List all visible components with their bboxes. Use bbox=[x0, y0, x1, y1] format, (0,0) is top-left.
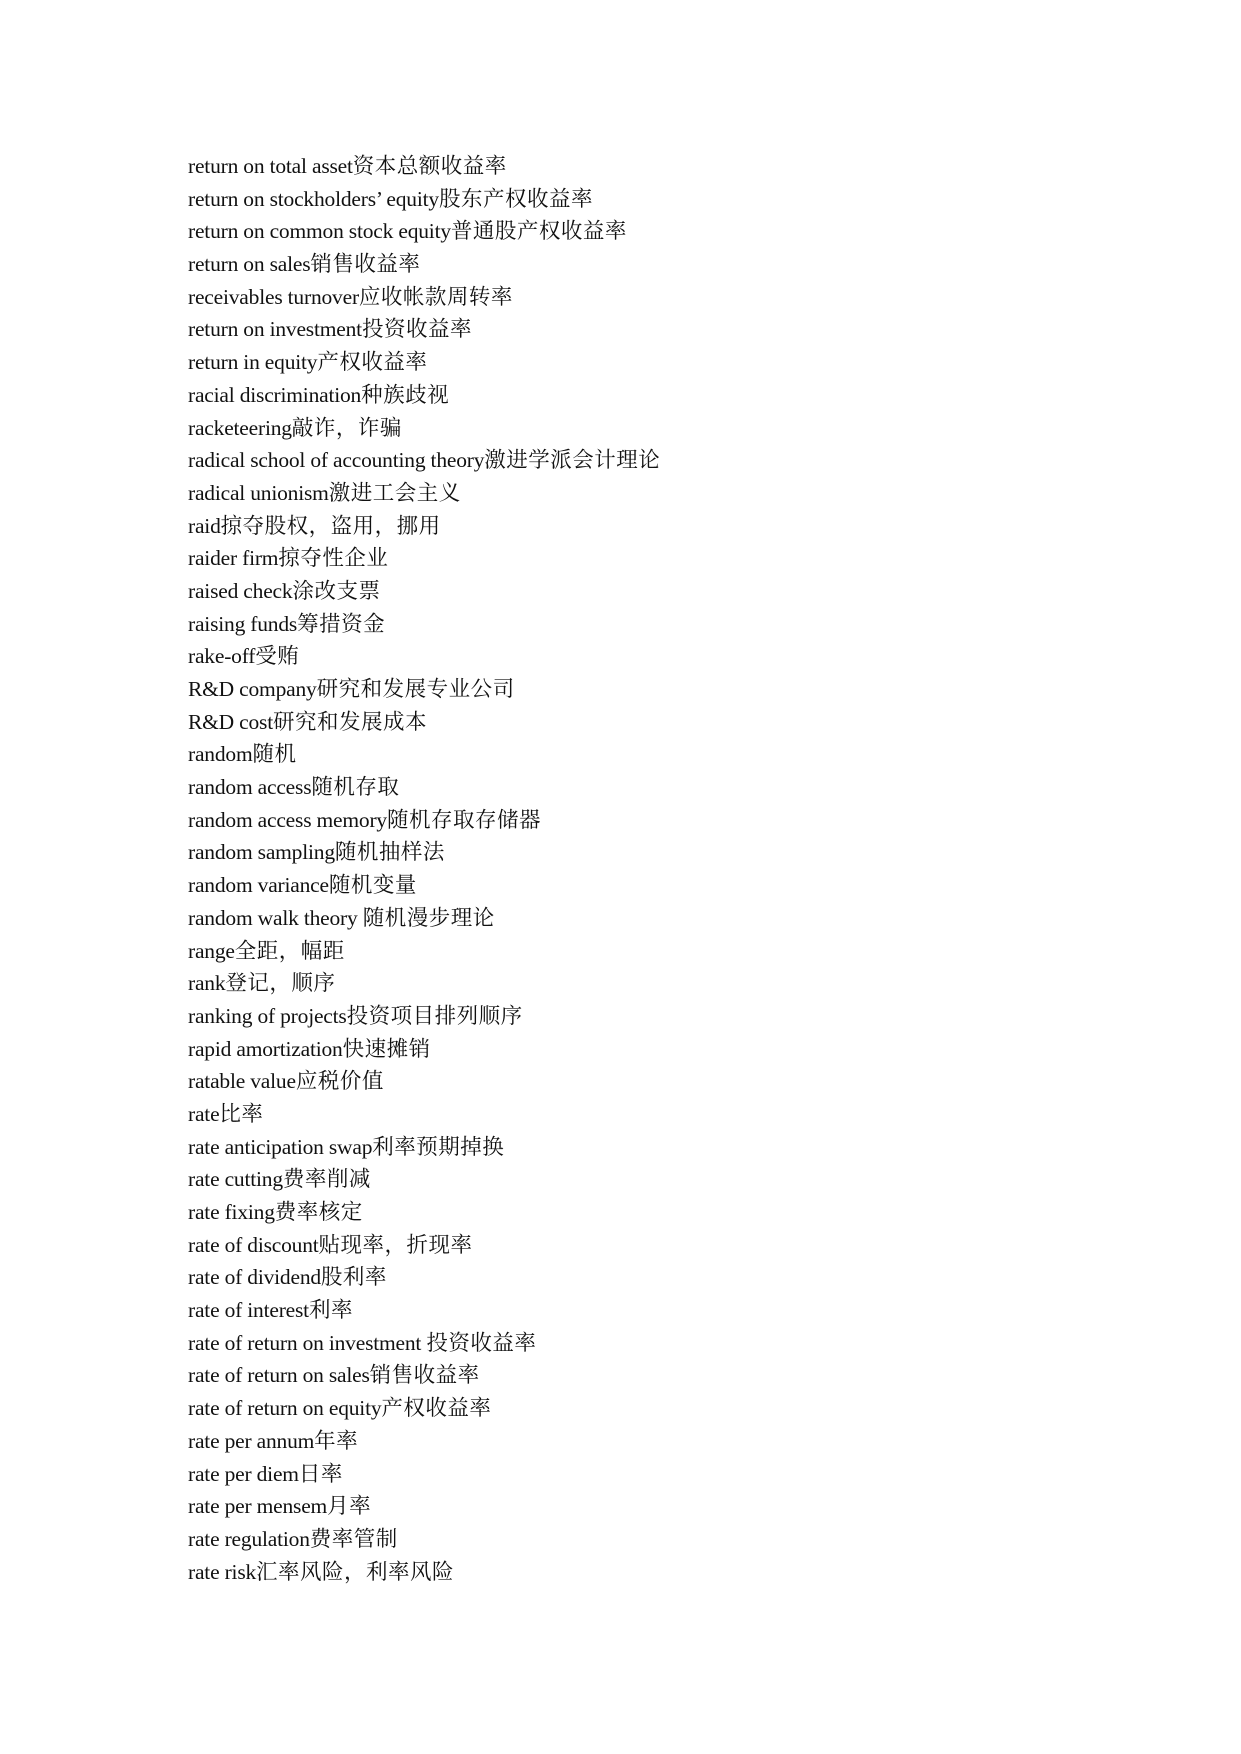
glossary-entry bbox=[188, 1556, 660, 1589]
entry-term-english: rate of return on sales bbox=[188, 1363, 370, 1388]
entry-term-english: rate bbox=[188, 1101, 220, 1126]
glossary-entry bbox=[188, 738, 660, 771]
entry-term-english: racial discrimination bbox=[188, 382, 362, 407]
entry-term-english: R&D company bbox=[188, 677, 317, 701]
entry-term-english: radical unionism bbox=[188, 480, 329, 505]
glossary-entry bbox=[188, 706, 660, 739]
glossary-entry bbox=[188, 1359, 660, 1392]
entry-term-chinese: 股东产权收益率 bbox=[438, 186, 593, 211]
glossary-entry bbox=[188, 510, 660, 543]
entry-term-chinese: 随机存取存储器 bbox=[386, 807, 541, 832]
entry-term-english: raider firm bbox=[188, 546, 279, 571]
glossary-entry bbox=[188, 902, 660, 935]
entry-term-chinese: 投资收益率 bbox=[426, 1330, 537, 1355]
glossary-entry bbox=[188, 1425, 660, 1458]
glossary-entry bbox=[188, 1261, 660, 1294]
entry-term-chinese: 利率预期掉换 bbox=[372, 1134, 505, 1159]
glossary-entry bbox=[188, 608, 660, 641]
entry-term-english: racketeering bbox=[188, 415, 292, 440]
entry-term-chinese: 销售收益率 bbox=[369, 1363, 480, 1388]
entry-term-english: rate risk bbox=[188, 1559, 257, 1584]
glossary-entry bbox=[188, 1131, 660, 1164]
entry-term-chinese: 随机变量 bbox=[328, 873, 417, 898]
entry-term-english: return on common stock equity bbox=[188, 219, 451, 244]
entry-term-chinese: 比率 bbox=[219, 1101, 264, 1126]
entry-term-chinese: 产权收益率 bbox=[317, 350, 428, 375]
entry-term-chinese: 利率 bbox=[308, 1298, 353, 1323]
glossary-entry bbox=[188, 1196, 660, 1229]
glossary-entry bbox=[188, 1392, 660, 1425]
glossary-entry bbox=[188, 542, 660, 575]
entry-term-english: raised check bbox=[188, 578, 293, 603]
glossary-entry bbox=[188, 869, 660, 902]
entry-term-chinese: 汇率风险，利率风险 bbox=[256, 1559, 455, 1584]
entry-term-english: random sampling bbox=[188, 840, 335, 865]
entry-term-chinese: 登记，顺序 bbox=[225, 971, 336, 996]
entry-term-english: rapid amortization bbox=[188, 1036, 343, 1061]
entry-term-english: return on sales bbox=[188, 252, 311, 277]
glossary-entry bbox=[188, 967, 660, 1000]
entry-term-english: return on investment bbox=[188, 317, 362, 342]
glossary-entry bbox=[188, 1458, 660, 1491]
entry-term-chinese: 研究和发展成本 bbox=[273, 709, 428, 734]
entry-term-english: rate of return on equity bbox=[188, 1396, 382, 1421]
entry-term-chinese: 产权收益率 bbox=[381, 1396, 492, 1421]
entry-term-chinese: 快速摊销 bbox=[342, 1036, 431, 1061]
glossary-entry bbox=[188, 1163, 660, 1196]
entry-term-english: rate of return on investment bbox=[188, 1330, 427, 1355]
entry-term-chinese: 月率 bbox=[327, 1494, 372, 1519]
glossary-entry bbox=[188, 444, 660, 477]
entry-term-chinese: 敲诈，诈骗 bbox=[291, 415, 402, 440]
entry-term-english: return on stockholders’ equity bbox=[188, 186, 439, 211]
entry-term-chinese: 随机 bbox=[252, 742, 297, 767]
entry-term-chinese: 随机存取 bbox=[311, 775, 400, 800]
glossary-entry bbox=[188, 412, 660, 445]
entry-term-english: rate fixing bbox=[188, 1200, 275, 1224]
entry-term-english: rate regulation bbox=[188, 1526, 310, 1551]
entry-term-english: ranking of projects bbox=[188, 1003, 347, 1028]
glossary-entry bbox=[188, 281, 660, 314]
entry-term-chinese: 掠夺股权，盗用，挪用 bbox=[220, 513, 441, 538]
entry-term-english: radical school of accounting theory bbox=[188, 448, 485, 473]
glossary-entry bbox=[188, 379, 660, 412]
entry-term-chinese: 费率削减 bbox=[282, 1167, 371, 1192]
entry-term-english: random walk theory bbox=[188, 905, 363, 930]
entry-term-chinese: 投资收益率 bbox=[361, 317, 472, 342]
glossary-entry bbox=[188, 150, 660, 183]
glossary-entry bbox=[188, 771, 660, 804]
entry-term-english: rate per mensem bbox=[188, 1494, 328, 1519]
entry-term-chinese: 费率核定 bbox=[274, 1200, 363, 1224]
entry-term-chinese: 随机抽样法 bbox=[334, 840, 445, 865]
entry-term-chinese: 应税价值 bbox=[295, 1069, 384, 1094]
entry-term-chinese: 掠夺性企业 bbox=[278, 546, 389, 571]
glossary-entry bbox=[188, 1098, 660, 1131]
glossary-entry bbox=[188, 477, 660, 510]
entry-term-chinese: 受贿 bbox=[255, 644, 300, 669]
glossary-entry bbox=[188, 935, 660, 968]
entry-term-english: random access bbox=[188, 775, 312, 800]
glossary-entry bbox=[188, 215, 660, 248]
entry-term-chinese: 年率 bbox=[314, 1428, 359, 1453]
entry-term-chinese: 随机漫步理论 bbox=[362, 905, 495, 930]
entry-term-chinese: 激进工会主义 bbox=[328, 480, 461, 505]
entry-term-chinese: 应收帐款周转率 bbox=[358, 284, 513, 309]
glossary-entry bbox=[188, 1033, 660, 1066]
entry-term-chinese: 普通股产权收益率 bbox=[450, 219, 627, 244]
entry-term-chinese: 股利率 bbox=[320, 1265, 387, 1290]
entry-term-english: range bbox=[188, 938, 235, 963]
entry-term-english: rate per annum bbox=[188, 1428, 315, 1453]
entry-term-english: R&D cost bbox=[188, 709, 273, 734]
entry-term-english: return in equity bbox=[188, 350, 318, 375]
entry-term-english: return on total asset bbox=[188, 154, 353, 178]
entry-term-chinese: 研究和发展专业公司 bbox=[316, 677, 515, 701]
entry-term-english: ratable value bbox=[188, 1069, 296, 1094]
entry-term-english: random variance bbox=[188, 873, 329, 898]
entry-term-chinese: 资本总额收益率 bbox=[352, 154, 507, 178]
entry-term-english: rate of discount bbox=[188, 1232, 319, 1257]
glossary-entry bbox=[188, 640, 660, 673]
glossary-entry bbox=[188, 1523, 660, 1556]
entry-term-chinese: 日率 bbox=[298, 1461, 343, 1486]
glossary-entry bbox=[188, 836, 660, 869]
entry-term-english: rake-off bbox=[188, 644, 256, 669]
glossary-entry bbox=[188, 346, 660, 379]
glossary-entry bbox=[188, 1327, 660, 1360]
entry-term-chinese: 贴现率，折现率 bbox=[318, 1232, 473, 1257]
entry-term-english: random access memory bbox=[188, 807, 387, 832]
entry-term-english: rate cutting bbox=[188, 1167, 283, 1192]
entry-term-english: raising funds bbox=[188, 611, 298, 636]
glossary-entry bbox=[188, 1065, 660, 1098]
glossary-entry bbox=[188, 248, 660, 281]
glossary-entry bbox=[188, 313, 660, 346]
entry-term-english: rank bbox=[188, 971, 226, 996]
entry-term-chinese: 投资项目排列顺序 bbox=[346, 1003, 523, 1028]
entry-term-chinese: 销售收益率 bbox=[310, 252, 421, 277]
glossary-entry bbox=[188, 1294, 660, 1327]
entry-term-english: rate of interest bbox=[188, 1298, 309, 1323]
entry-term-chinese: 种族歧视 bbox=[361, 382, 450, 407]
entry-term-english: random bbox=[188, 742, 253, 767]
entry-term-english: rate of dividend bbox=[188, 1265, 321, 1290]
entry-term-english: raid bbox=[188, 513, 221, 538]
glossary-entry bbox=[188, 804, 660, 837]
entry-term-chinese: 费率管制 bbox=[309, 1526, 398, 1551]
glossary-entry bbox=[188, 575, 660, 608]
glossary-list bbox=[188, 150, 660, 1588]
entry-term-english: rate per diem bbox=[188, 1461, 299, 1486]
entry-term-english: rate anticipation swap bbox=[188, 1134, 373, 1159]
glossary-entry bbox=[188, 1000, 660, 1033]
entry-term-chinese: 筹措资金 bbox=[297, 611, 386, 636]
entry-term-english: receivables turnover bbox=[188, 284, 359, 309]
glossary-entry bbox=[188, 673, 660, 706]
glossary-entry bbox=[188, 183, 660, 216]
entry-term-chinese: 涂改支票 bbox=[292, 578, 381, 603]
entry-term-chinese: 全距，幅距 bbox=[234, 938, 345, 963]
glossary-entry bbox=[188, 1229, 660, 1262]
entry-term-chinese: 激进学派会计理论 bbox=[484, 448, 661, 473]
glossary-entry bbox=[188, 1490, 660, 1523]
